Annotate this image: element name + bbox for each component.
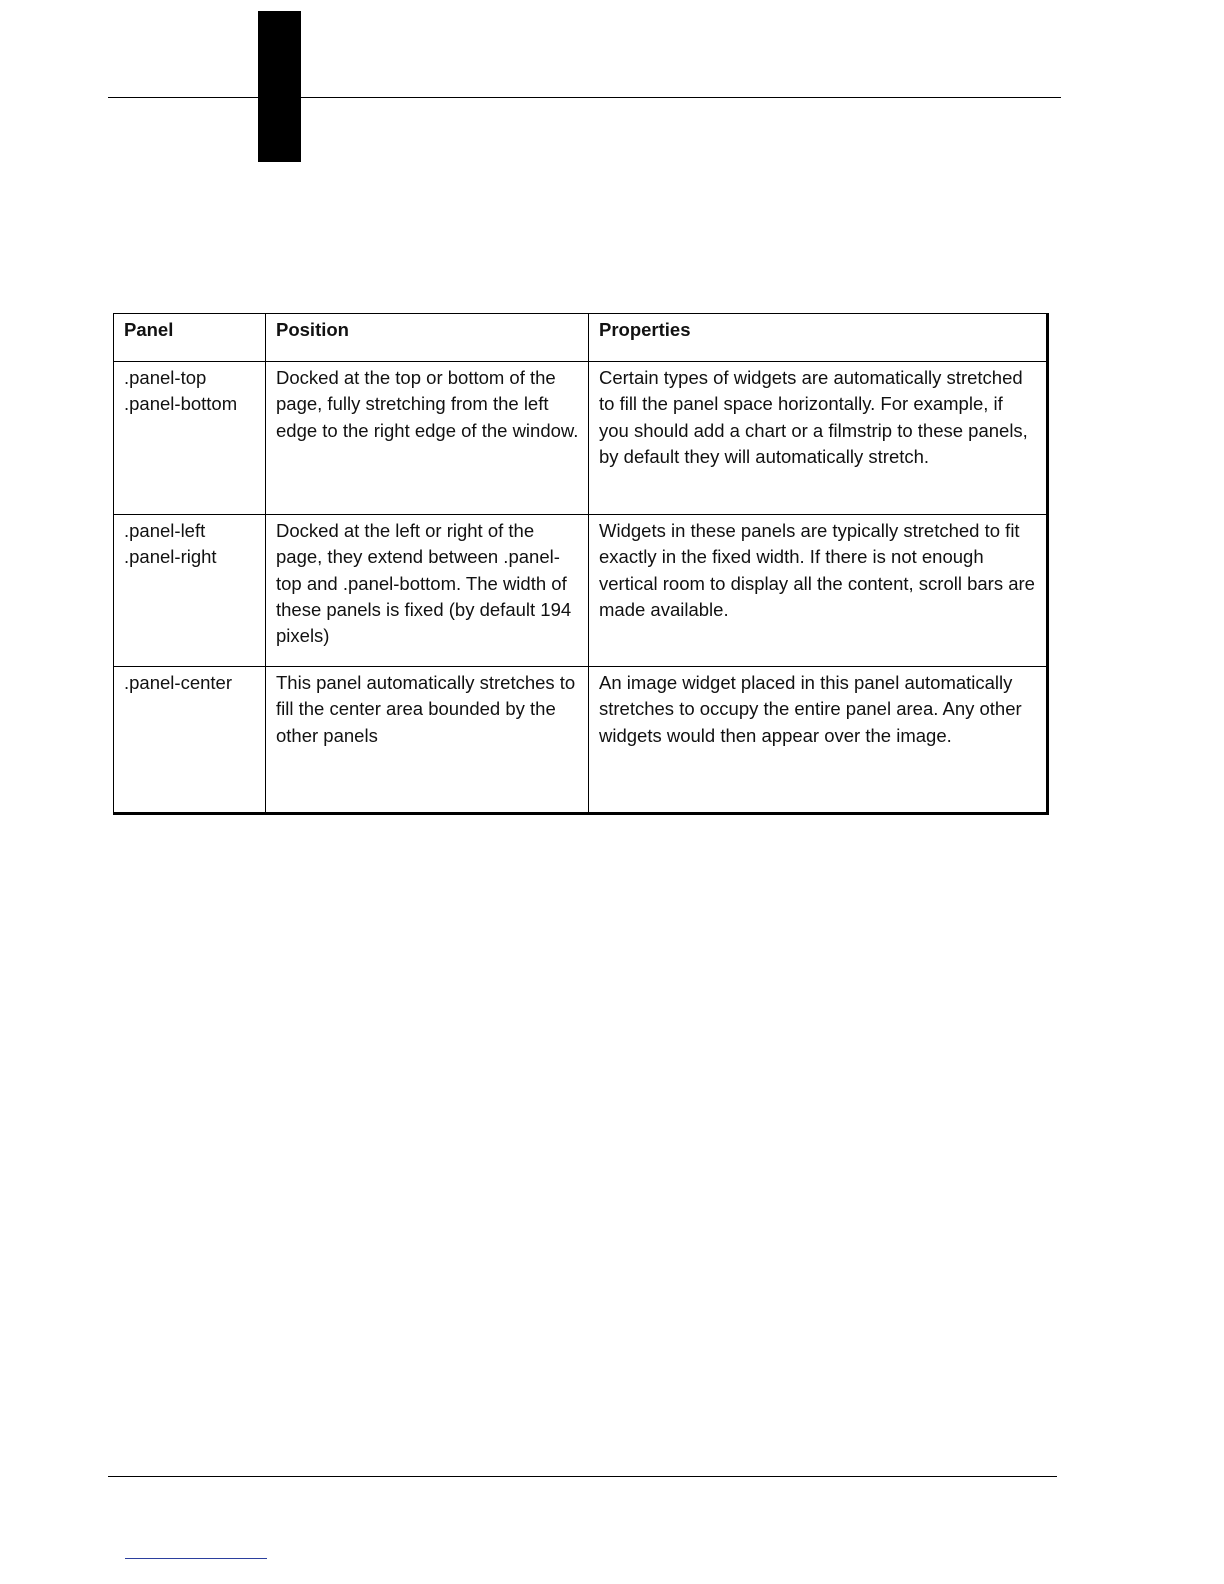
panel-cell [114,667,266,814]
footer-rule [108,1476,1057,1477]
properties-cell: Certain types of widgets are automatically stretched to fill the panel space horizontally. For example, if you should add a chart or a filmstrip to these panels, by default they will automatically stretch. [589,362,1048,515]
chapter-tab-marker [258,11,301,162]
panel-class-name: .panel-center [124,672,232,693]
position-cell: This panel automatically stretches to fill the center area bounded by the other panels [266,667,589,814]
panel-properties-table [113,313,1049,815]
header-properties: Properties [589,314,1048,362]
panel-class-name: .panel-bottom [124,393,238,415]
properties-cell: An image widget placed in this panel automatically stretches to occupy the entire panel area. Any other widgets would then appear over the image. [589,667,1048,814]
table-row [114,667,1048,814]
position-cell: Docked at the top or bottom of the page, fully stretching from the left edge to the right edge of the window. [266,362,589,515]
properties-cell: Widgets in these panels are typically stretched to fit exactly in the fixed width. If there is not enough vertical room to display all the content, scroll bars are made available. [589,515,1048,667]
header-rule [108,97,1061,98]
table-row [114,362,1048,515]
header-panel: Panel [114,314,266,362]
table-header-row [114,314,1048,362]
header-position: Position [266,314,589,362]
footer-link-underline [125,1558,267,1559]
panel-cell [114,362,266,515]
panel-class-name: .panel-right [124,546,217,568]
panel-class-name: .panel-left [124,520,206,541]
panel-class-name: .panel-top [124,367,207,388]
panel-cell [114,515,266,667]
table-row [114,515,1048,667]
position-cell: Docked at the left or right of the page, they extend between .panel-top and .panel-bottom. The width of these panels is fixed (by default 194 pixels) [266,515,589,667]
